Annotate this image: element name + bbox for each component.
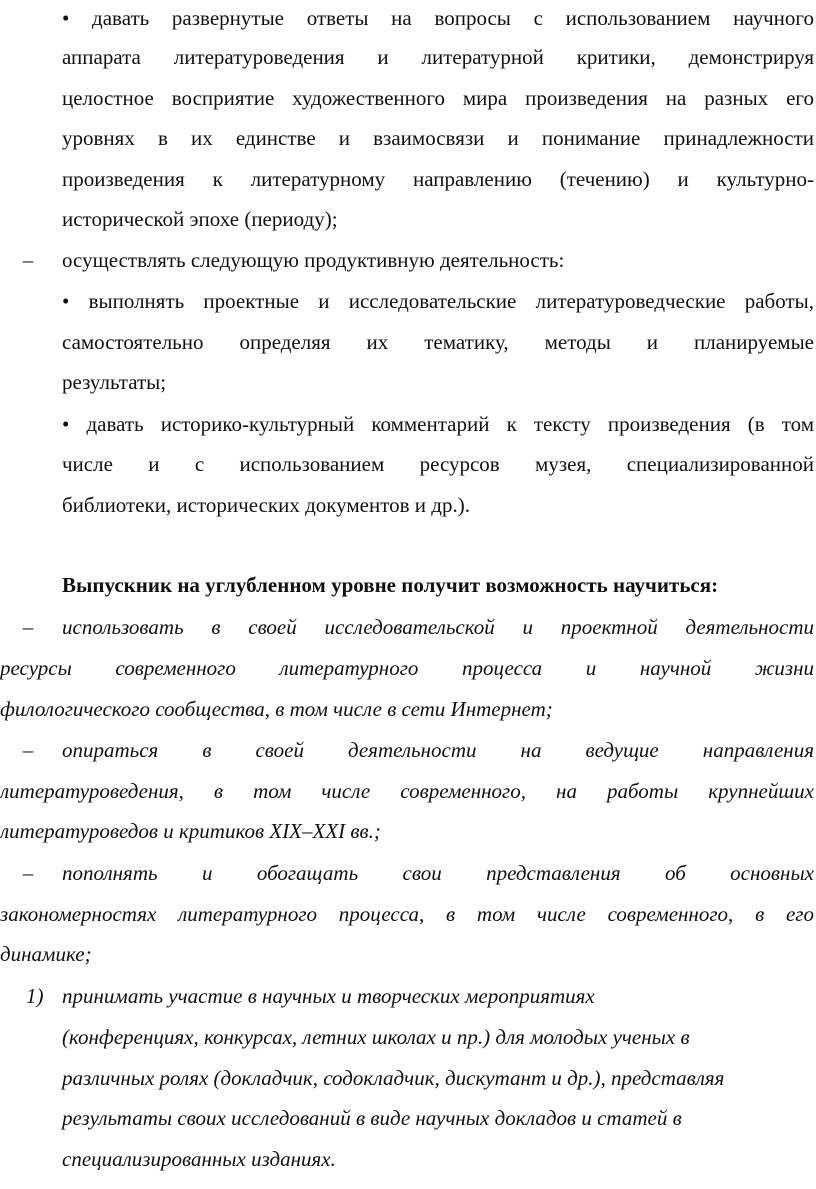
paragraph-3-line-2: самостоятельно определяя их тематику, методы и планируемые — [62, 330, 814, 354]
paragraph-4-line-2: числе и с использованием ресурсов музея, специализированной — [62, 452, 814, 476]
paragraph-5-line-3: филологического сообщества, в том числе в сети Интернет; — [0, 697, 553, 721]
paragraph-7-line-2: закономерностях литературного процесса, в том числе современного, в его — [0, 902, 814, 926]
paragraph-5-line-1: использовать в своей исследовательской и проектной деятельности — [62, 615, 814, 639]
paragraph-6-line-2: литературоведения, в том числе современного, на работы крупнейших — [0, 779, 814, 803]
paragraph-1-line-2: аппарата литературоведения и литературной критики, демонстрируя — [62, 45, 814, 69]
paragraph-1-line-6: исторической эпохе (периоду); — [62, 207, 338, 231]
paragraph-8-line-5: специализированных изданиях. — [62, 1147, 336, 1171]
paragraph-1-line-1: • давать развернутые ответы на вопросы с использованием научного — [62, 6, 814, 30]
paragraph-7-line-1: пополнять и обогащать свои представления об основных — [62, 861, 814, 885]
paragraph-4-line-3: библиотеки, исторических документов и др.). — [62, 493, 470, 517]
paragraph-1-line-5: произведения к литературному направлению (течению) и культурно- — [62, 167, 814, 191]
paragraph-8-line-4: результаты своих исследований в виде научных докладов и статей в — [62, 1106, 682, 1130]
paragraph-2-line-1: осуществлять следующую продуктивную деятельность: — [62, 248, 565, 272]
paragraph-8-line-3: различных ролях (докладчик, содокладчик, дискутант и др.), представляя — [62, 1066, 725, 1090]
dash-marker: – — [22, 738, 34, 762]
dash-marker: – — [22, 615, 34, 639]
paragraph-1-line-3: целостное восприятие художественного мира произведения на разных его — [62, 86, 814, 110]
paragraph-6-line-1: опираться в своей деятельности на ведущие направления — [62, 738, 814, 762]
paragraph-3-line-3: результаты; — [62, 370, 167, 394]
paragraph-8-line-2: (конференциях, конкурсах, летних школах и пр.) для молодых ученых в — [62, 1025, 690, 1049]
paragraph-1-line-4: уровнях в их единстве и взаимосвязи и понимание принадлежности — [62, 126, 814, 150]
list-number: 1) — [26, 984, 44, 1008]
paragraph-8-line-1: принимать участие в научных и творческих мероприятиях — [62, 984, 595, 1008]
paragraph-4-line-1: • давать историко-культурный комментарий к тексту произведения (в том — [62, 412, 814, 436]
paragraph-7-line-3: динамике; — [0, 942, 92, 966]
dash-marker: – — [22, 248, 34, 272]
section-heading: Выпускник на углубленном уровне получит возможность научиться: — [62, 573, 719, 597]
paragraph-5-line-2: ресурсы современного литературного процесса и научной жизни — [0, 656, 814, 680]
dash-marker: – — [22, 861, 34, 885]
paragraph-3-line-1: • выполнять проектные и исследовательские литературоведческие работы, — [62, 289, 814, 313]
paragraph-6-line-3: литературоведов и критиков XIX–XXI вв.; — [0, 819, 381, 843]
